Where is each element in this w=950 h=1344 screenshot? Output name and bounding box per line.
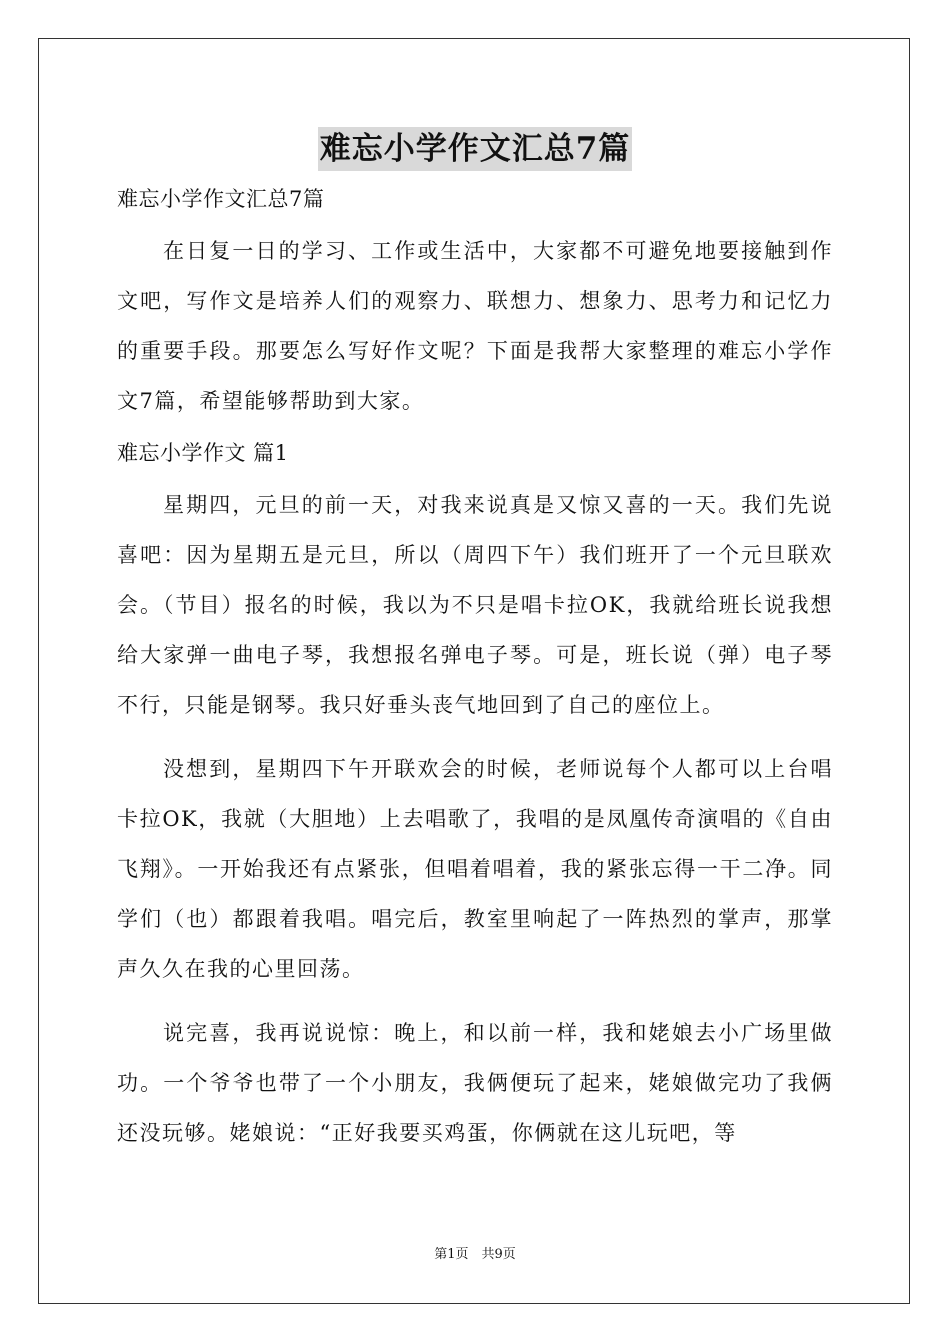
page-footer: 第1页 共9页 [434, 1247, 516, 1262]
document-body [117, 178, 833, 1158]
intro-paragraph: 在日复一日的学习、工作或生活中，大家都不可避免地要接触到作文吧，写作文是培养人们的观察力、联想力、想象力、思考力和记忆力的重要手段。那要怎么写好作文呢？下面是我帮大家整理的难忘小学作文7篇，希望能够帮助到大家。 [117, 239, 833, 413]
body-paragraph: 没想到，星期四下午开联欢会的时候，老师说每个人都可以上台唱卡拉OK，我就（大胆地）上去唱歌了，我唱的是凤凰传奇演唱的《自由飞翔》。一开始我还有点紧张，但唱着唱着，我的紧张忘得一干二净。同学们（也）都跟着我唱。唱完后，教室里响起了一阵热烈的掌声，那掌声久久在我的心里回荡。 [117, 757, 833, 981]
section-heading: 难忘小学作文 篇1 [117, 441, 289, 465]
title-area [0, 127, 950, 171]
spacer [117, 994, 833, 1008]
subtitle-line: 难忘小学作文汇总7篇 [117, 187, 325, 211]
body-paragraph: 星期四，元旦的前一天，对我来说真是又惊又喜的一天。我们先说喜吧：因为星期五是元旦，所以（周四下午）我们班开了一个元旦联欢会。（节目）报名的时候，我以为不只是唱卡拉OK，我就给班长说我想给大家弹一曲电子琴，我想报名弹电子琴。可是，班长说（弹）电子琴不行，只能是钢琴。我只好垂头丧气地回到了自己的座位上。 [117, 493, 833, 717]
spacer [117, 730, 833, 744]
body-paragraph: 说完喜，我再说说惊：晚上，和以前一样，我和姥娘去小广场里做功。一个爷爷也带了一个小朋友，我俩便玩了起来，姥娘做完功了我俩还没玩够。姥娘说：“正好我要买鸡蛋，你俩就在这儿玩吧，等 [117, 1021, 833, 1145]
document-title: 难忘小学作文汇总7篇 [318, 127, 633, 171]
